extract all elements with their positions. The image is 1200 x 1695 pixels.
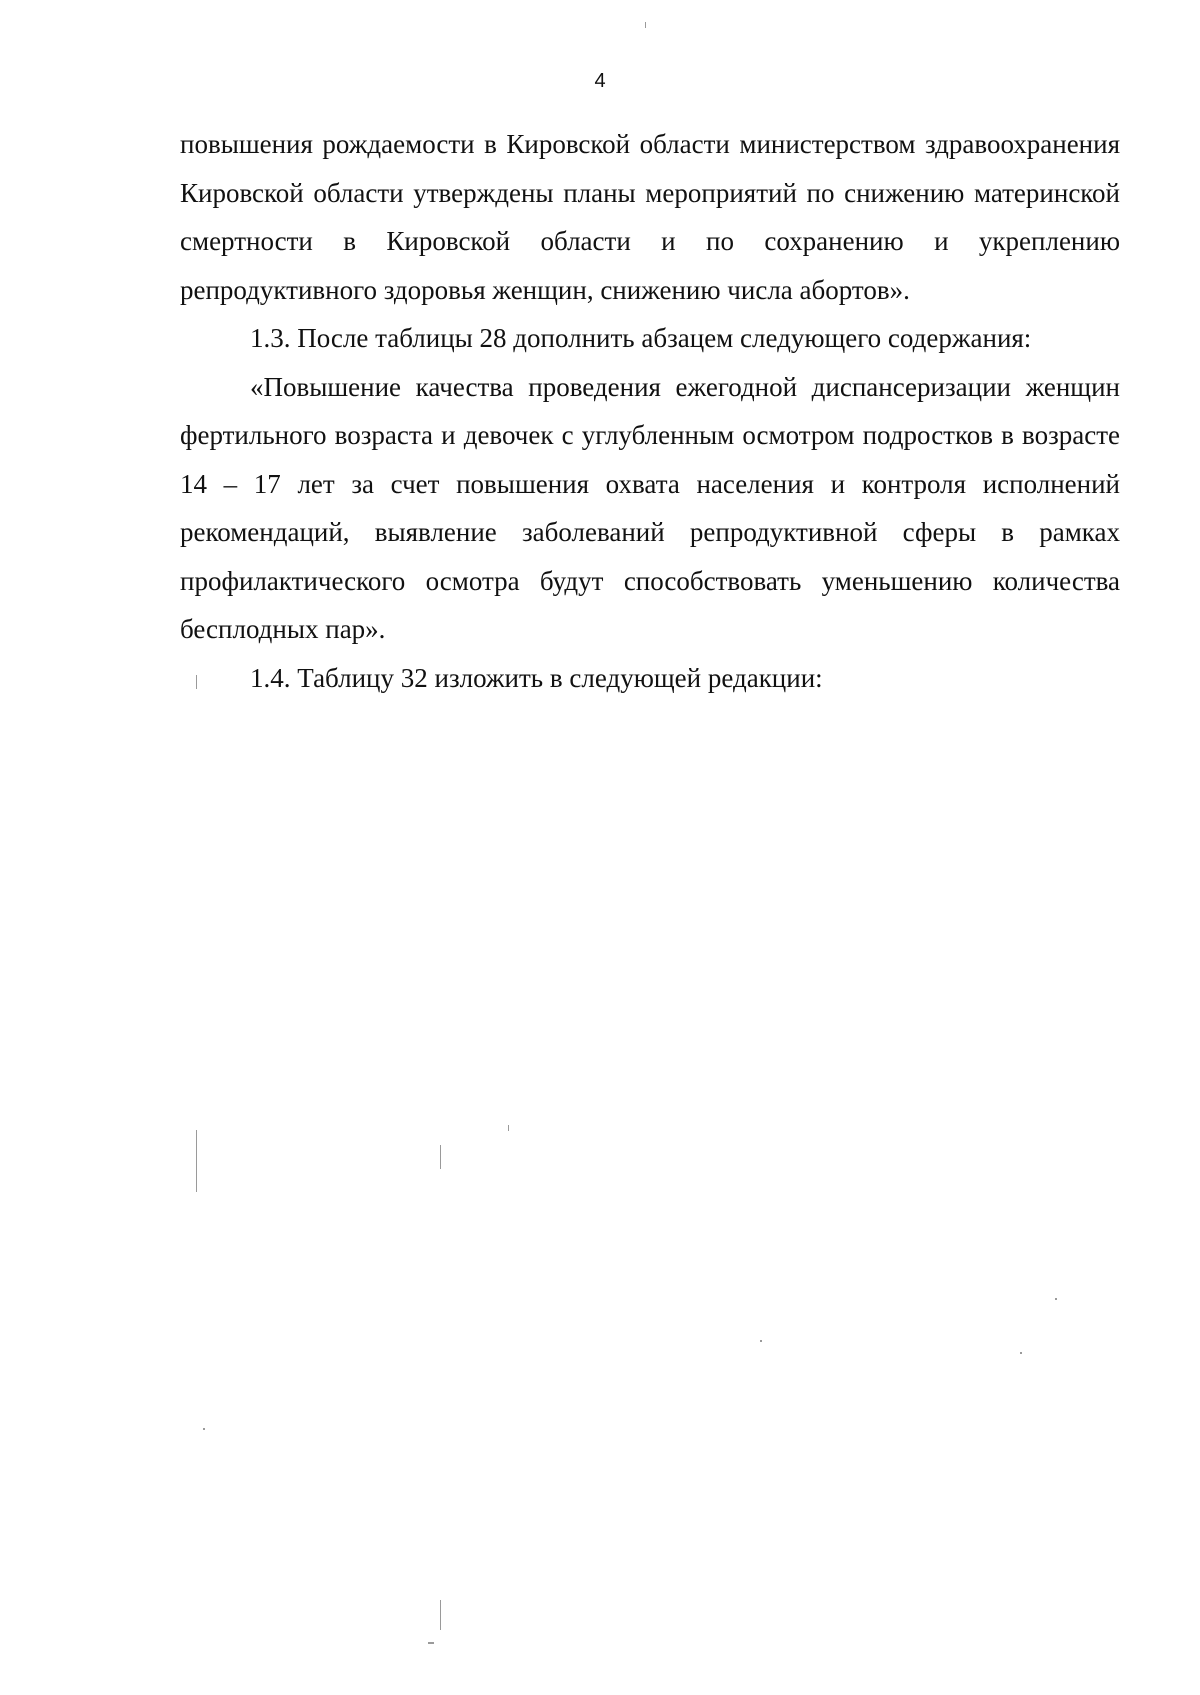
- scan-artifact: [760, 1340, 762, 1342]
- paragraph-quoted-addition: «Повышение качества проведения ежегодной диспансеризации женщин фертильного возраста и девочек с углубленным осмотром подростков в возрасте 14 – 17 лет за счет повышения охвата населения и контроля исполнений рекомендаций, выявление заболеваний репродуктивной сферы в рамках профилактического осмотра будут способствовать уменьшению количества бесплодных пар».: [180, 371, 1120, 644]
- scan-artifact: [203, 1428, 205, 1430]
- document-body: [180, 120, 1120, 702]
- scan-artifact: [440, 1145, 441, 1169]
- page-number: 4: [594, 70, 606, 92]
- scan-artifact: [508, 1125, 509, 1131]
- scan-artifact: [196, 1130, 197, 1192]
- scan-artifact: [196, 675, 197, 689]
- paragraph-item-1-4: 1.4. Таблицу 32 изложить в следующей редакции:: [250, 662, 823, 693]
- scan-artifact: [440, 1600, 441, 1630]
- scan-artifact: [1055, 1298, 1057, 1300]
- paragraph-item-1-3: 1.3. После таблицы 28 дополнить абзацем следующего содержания:: [250, 323, 1032, 353]
- paragraph-continuation: повышения рождаемости в Кировской области министерством здравоохранения Кировской области утверждены планы мероприятий по снижению материнской смертности в Кировской области и по сохранению и укреплению репродуктивного здоровья женщин, снижению числа абортов».: [180, 129, 1120, 305]
- scan-artifact: [645, 22, 646, 28]
- scan-artifact: [1020, 1352, 1022, 1354]
- scan-artifact: [428, 1642, 434, 1644]
